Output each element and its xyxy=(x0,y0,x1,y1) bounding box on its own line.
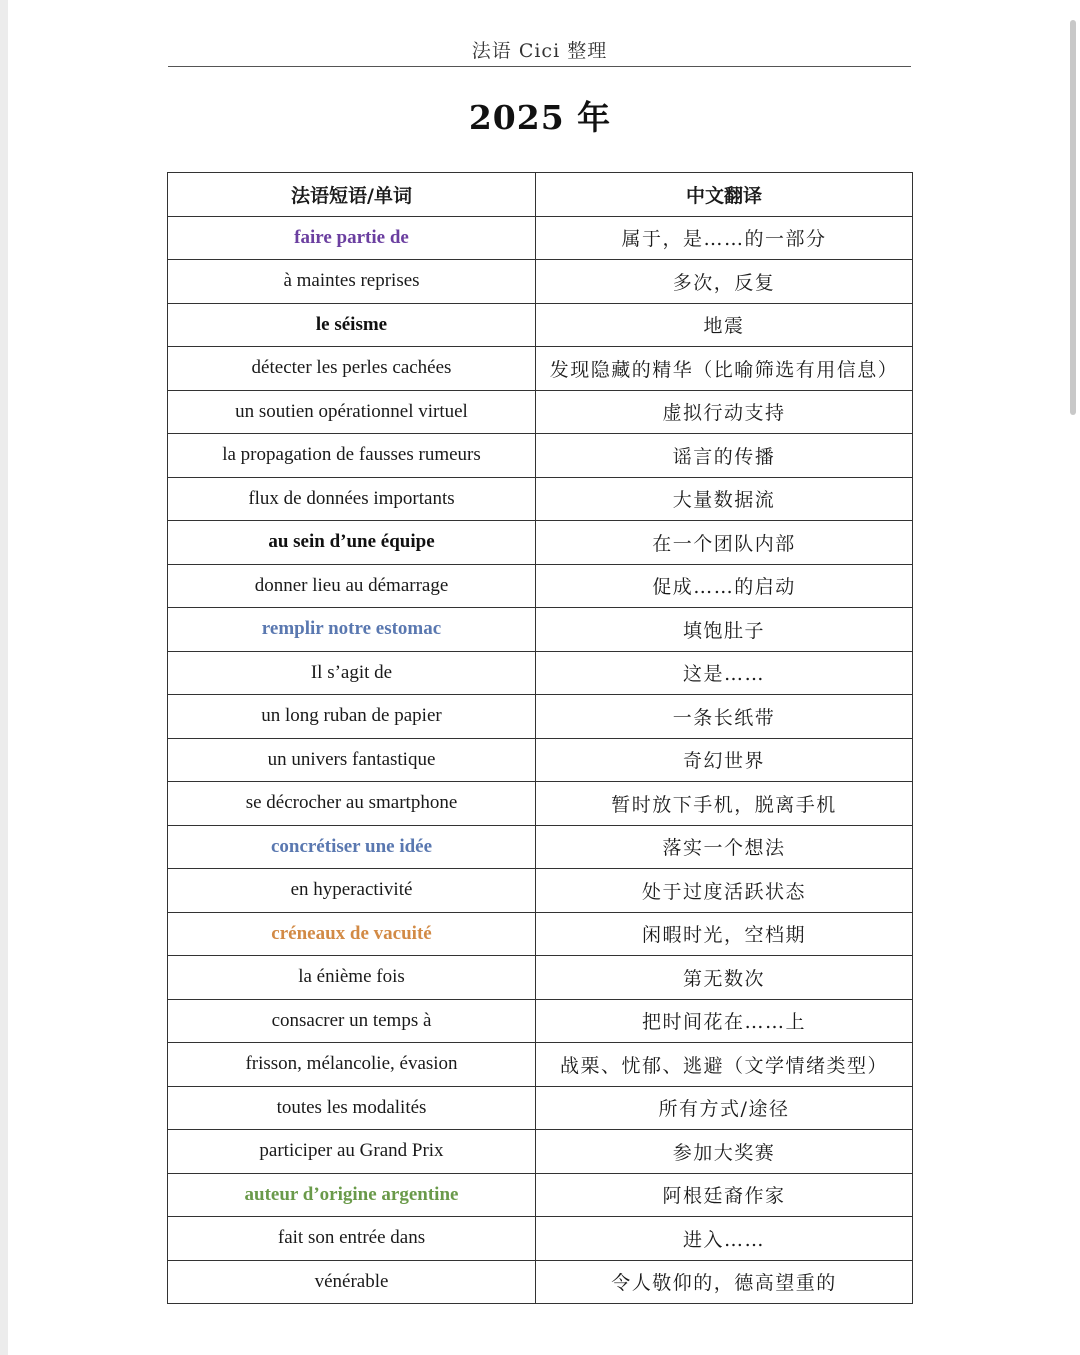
table-row xyxy=(168,869,913,913)
french-phrase-cell: créneaux de vacuité xyxy=(168,912,536,956)
scrollbar[interactable] xyxy=(1070,20,1076,415)
table-row xyxy=(168,956,913,1000)
chinese-translation-cell: 阿根廷裔作家 xyxy=(536,1173,913,1217)
table-row xyxy=(168,477,913,521)
chinese-translation-cell: 暂时放下手机，脱离手机 xyxy=(536,782,913,826)
french-phrase-cell: frisson, mélancolie, évasion xyxy=(168,1043,536,1087)
chinese-translation-cell: 第无数次 xyxy=(536,956,913,1000)
table-row xyxy=(168,608,913,652)
table-row xyxy=(168,912,913,956)
chinese-translation-cell: 这是…… xyxy=(536,651,913,695)
table-row xyxy=(168,695,913,739)
chinese-translation-cell: 进入…… xyxy=(536,1217,913,1261)
french-phrase-cell: un long ruban de papier xyxy=(168,695,536,739)
chinese-translation-cell: 属于，是……的一部分 xyxy=(536,216,913,260)
french-phrase-cell: concrétiser une idée xyxy=(168,825,536,869)
french-phrase-cell: participer au Grand Prix xyxy=(168,1130,536,1174)
table-row xyxy=(168,1217,913,1261)
chinese-translation-cell: 发现隐藏的精华（比喻筛选有用信息） xyxy=(536,347,913,391)
french-phrase-cell: fait son entrée dans xyxy=(168,1217,536,1261)
table-row xyxy=(168,390,913,434)
chinese-translation-cell: 所有方式/途径 xyxy=(536,1086,913,1130)
table-row xyxy=(168,347,913,391)
table-row xyxy=(168,216,913,260)
table-row xyxy=(168,1086,913,1130)
french-phrase-cell: flux de données importants xyxy=(168,477,536,521)
french-phrase-cell: faire partie de xyxy=(168,216,536,260)
french-phrase-cell: consacrer un temps à xyxy=(168,999,536,1043)
table-row xyxy=(168,303,913,347)
french-phrase-cell: un univers fantastique xyxy=(168,738,536,782)
table-row xyxy=(168,1173,913,1217)
french-phrase-cell: au sein d’une équipe xyxy=(168,521,536,565)
chinese-translation-cell: 虚拟行动支持 xyxy=(536,390,913,434)
table-row xyxy=(168,782,913,826)
french-phrase-cell: à maintes reprises xyxy=(168,260,536,304)
table-row xyxy=(168,564,913,608)
chinese-translation-cell: 填饱肚子 xyxy=(536,608,913,652)
table-body xyxy=(168,216,913,1304)
chinese-translation-cell: 地震 xyxy=(536,303,913,347)
table-row xyxy=(168,521,913,565)
table-row xyxy=(168,1130,913,1174)
french-phrase-cell: remplir notre estomac xyxy=(168,608,536,652)
page-edge xyxy=(0,0,8,1355)
table-row xyxy=(168,738,913,782)
chinese-translation-cell: 把时间花在……上 xyxy=(536,999,913,1043)
chinese-translation-cell: 奇幻世界 xyxy=(536,738,913,782)
chinese-translation-cell: 落实一个想法 xyxy=(536,825,913,869)
french-phrase-cell: la énième fois xyxy=(168,956,536,1000)
chinese-translation-cell: 谣言的传播 xyxy=(536,434,913,478)
french-phrase-cell: Il s’agit de xyxy=(168,651,536,695)
french-phrase-cell: toutes les modalités xyxy=(168,1086,536,1130)
page-title: 2025 年 xyxy=(468,98,612,137)
french-phrase-cell: auteur d’origine argentine xyxy=(168,1173,536,1217)
column-header-chinese: 中文翻译 xyxy=(536,173,913,217)
page-header: 法语 Cici 整理 xyxy=(168,36,911,67)
chinese-translation-cell: 处于过度活跃状态 xyxy=(536,869,913,913)
table-header-row xyxy=(168,173,913,217)
chinese-translation-cell: 促成……的启动 xyxy=(536,564,913,608)
chinese-translation-cell: 战栗、忧郁、逃避（文学情绪类型） xyxy=(536,1043,913,1087)
chinese-translation-cell: 参加大奖赛 xyxy=(536,1130,913,1174)
chinese-translation-cell: 一条长纸带 xyxy=(536,695,913,739)
chinese-translation-cell: 大量数据流 xyxy=(536,477,913,521)
chinese-translation-cell: 令人敬仰的，德高望重的 xyxy=(536,1260,913,1304)
column-header-french: 法语短语/单词 xyxy=(168,173,536,217)
table-row xyxy=(168,434,913,478)
french-phrase-cell: le séisme xyxy=(168,303,536,347)
french-phrase-cell: se décrocher au smartphone xyxy=(168,782,536,826)
table-row xyxy=(168,651,913,695)
french-phrase-cell: donner lieu au démarrage xyxy=(168,564,536,608)
french-phrase-cell: en hyperactivité xyxy=(168,869,536,913)
table-row xyxy=(168,825,913,869)
chinese-translation-cell: 多次，反复 xyxy=(536,260,913,304)
table-row xyxy=(168,260,913,304)
table-row xyxy=(168,1043,913,1087)
chinese-translation-cell: 在一个团队内部 xyxy=(536,521,913,565)
table-row xyxy=(168,1260,913,1304)
french-phrase-cell: la propagation de fausses rumeurs xyxy=(168,434,536,478)
french-phrase-cell: un soutien opérationnel virtuel xyxy=(168,390,536,434)
chinese-translation-cell: 闲暇时光，空档期 xyxy=(536,912,913,956)
vocabulary-table xyxy=(167,172,913,1304)
french-phrase-cell: vénérable xyxy=(168,1260,536,1304)
french-phrase-cell: détecter les perles cachées xyxy=(168,347,536,391)
table-row xyxy=(168,999,913,1043)
